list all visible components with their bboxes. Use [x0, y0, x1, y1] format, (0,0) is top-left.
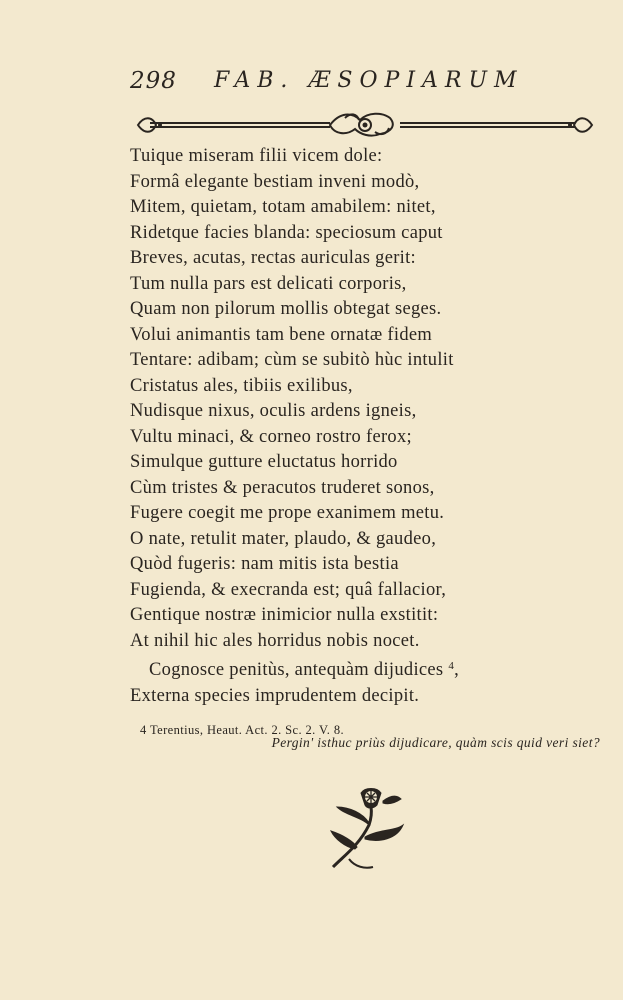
verse-line: Fugere coegit me prope exanimem metu. — [130, 503, 445, 523]
verse-line: Tentare: adibam; cùm se subitò hùc intulit — [130, 350, 454, 370]
verse-line: Quòd fugeris: nam mitis ista bestia — [130, 554, 399, 574]
verse-line: Vultu minaci, & corneo rostro ferox; — [130, 426, 412, 447]
verse-line: At nihil hic ales horridus nobis nocet. — [130, 630, 420, 651]
footnote — [140, 723, 600, 751]
thistle-ornament-icon — [325, 785, 415, 875]
verse-line: Tuique miseram filii vicem dole: — [130, 146, 383, 166]
floral-rule-icon — [130, 104, 600, 144]
verse-line: Tum nulla pars est delicati corporis, — [130, 273, 407, 294]
verse-line: Volui animantis tam bene ornatæ fidem — [130, 324, 433, 345]
verse-line: Fugienda, & execranda est; quâ fallacior, — [130, 579, 447, 600]
verse-line: Simulque gutture eluctatus horrido — [130, 452, 398, 472]
verse-line: Nudisque nixus, oculis ardens igneis, — [130, 401, 417, 421]
verse-line: Cristatus ales, tibiis exilibus, — [130, 375, 353, 396]
moral-line — [130, 654, 580, 684]
page-number: 298 — [130, 68, 177, 94]
verse-line: Formâ elegante bestiam inveni modò, — [130, 171, 420, 192]
verse-line: O nate, retulit mater, plaudo, & gaudeo, — [130, 528, 437, 549]
verse-line: Mitem, quietam, totam amabilem: nitet, — [130, 197, 436, 217]
running-title: FAB. ÆSOPIARUM — [214, 68, 524, 93]
verse-line: Cùm tristes & peracutos truderet sonos, — [130, 477, 435, 498]
moral-punct: , — [454, 660, 460, 680]
footnote-marker: 4 — [448, 660, 455, 672]
verse-text — [130, 144, 580, 709]
verse-line: Quam non pilorum mollis obtegat seges. — [130, 299, 442, 319]
verse-line: Gentique nostræ inimicior nulla exstitit: — [130, 605, 439, 625]
verse-line: Ridetque facies blanda: speciosum caput — [130, 222, 443, 243]
verse-line: Breves, acutas, rectas auriculas gerit: — [130, 248, 416, 268]
moral-line: Externa species imprudentem decipit. — [130, 685, 420, 706]
footnote-quote: Pergin' isthuc priùs dijudicare, quàm scis quid veri siet? — [271, 735, 600, 750]
footnote-number: 4 — [140, 723, 147, 737]
moral-text: Cognosce penitùs, antequàm dijudices — [149, 660, 444, 680]
page-header — [130, 68, 530, 102]
footnote-source: Terentius, Heaut. Act. 2. Sc. 2. V. 8. — [149, 723, 345, 737]
